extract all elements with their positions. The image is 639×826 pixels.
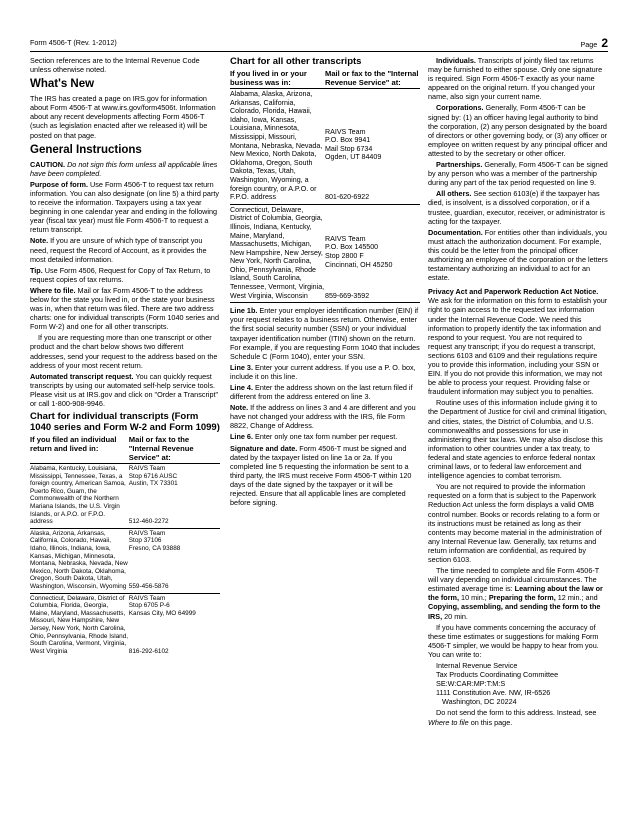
time-estimate-paragraph [428,566,608,621]
other-chart-heading: Chart for all other transcripts [230,56,362,67]
purpose-text: Use Form 4506-T to request tax return information. You can also designate (on line 5) a third party to receive the information. Taxpayers using a tax year beginning in one calendar year and ending in the following year (fiscal tax year) must file Form 4506-T to request a return transcript. [30,179,220,235]
irs-address-block [428,661,608,706]
row-states: Connecticut, Delaware, District of Columbia, Georgia, Illinois, Indiana, Kentucky, Maine, Maryland, Massachusetts, Michigan, New Hampshire, New Jersey, New York, North Carolina, Ohio, Pennsylvania, Rhode Island, South Carolina, Tennessee, Vermont, Virginia, West Virginia, Wisconsin [230,205,325,300]
all-others-text: See section 6103(e) if the taxpayer has died, is insolvent, is a dissolved corporation, or if a trustee, guardian, executor, receiver, or administrator is acting for the taxpayer. [428,189,605,226]
th-left: If you lived in or your business was in: [230,69,307,87]
table-row [30,464,220,529]
signature-label: Signature and date. [230,443,298,453]
comments-text: If you have comments concerning the accuracy of these time estimates or suggestions for making Form 4506-T simpler, we would be happy to hear from you. You can write to: [428,622,599,659]
row-states: Alabama, Alaska, Arizona, Arkansas, California, Colorado, Florida, Hawaii, Idaho, Iowa, Kansas, Louisiana, Minnesota, Mississippi, Missouri, Montana, Nebraska, Nevada, New Mexico, North Dakota, Oklahoma, Oregon, South Dakota, Texas, Utah, Washington, Wyoming, a foreign country, or A.P.O. or F.P.O. address [230,90,323,202]
individuals-label: Individuals. [436,56,476,65]
th-left: If you filed an individual return and lived in: [30,435,117,454]
header-rule [30,51,608,52]
tip-paragraph [30,266,220,284]
address-line: 1111 Constitution Ave. NW, IR-6526 [436,688,551,698]
row-address: RAIVS Team Stop 37106 Fresno, CA 93888 [128,529,181,553]
line6-label: Line 6. [230,432,253,442]
corporations-paragraph [428,103,608,158]
other-chart-header [230,69,420,89]
row-states: Alabama, Kentucky, Louisiana, Mississippi, Tennessee, Texas, a foreign country, American Samoa, Puerto Rico, Guam, the Commonwealth of the Northern Mariana Islands, the U.S. Virgin Islands, or A.P.O. or F.P.O. address [30,465,126,526]
line1b-paragraph [230,306,420,361]
learning-value: 10 min.; [461,593,487,603]
where-text-2: If you are requesting more than one transcript or other product and the chart below shows two different addresses, send your request to the address based on the address of your most recent return. [30,333,218,370]
line3-label: Line 3. [230,362,253,372]
all-others-label: All others. [436,189,472,199]
note2-paragraph [230,403,420,430]
partnerships-paragraph [428,160,608,187]
line6-paragraph [230,432,420,441]
line3-paragraph [230,363,420,381]
column-1 [30,56,220,657]
auto-label: Automated transcript request. [30,371,134,381]
whats-new-heading: What's New [30,78,95,91]
page-num: 2 [601,36,608,50]
address-line: SE:W:CAR:MP:T:M:S [436,679,506,689]
learning-label: Learning about the law or the form, [428,584,603,603]
page-header [30,36,608,50]
do-not-send-end: on this page. [470,717,513,727]
row-states: Connecticut, Delaware, District of Columbia, Florida, Georgia, Maine, Maryland, Massachusetts, Missouri, New Hampshire, New Jersey, New York, North Carolina, Ohio, Pennsylvania, Rhode Island, South Carolina, Vermont, Virginia, West Virginia [30,594,129,655]
table-row [230,89,420,205]
all-others-paragraph [428,189,608,225]
row-fax: 859-669-3592 [325,291,370,300]
where-text: Mail or fax Form 4506-T to the address below for the state you lived in, or the state your business was in, when that return was filed. There are two address charts: one for individual transcripts (Form 1040 series and Form W-2) and one for all other transcripts. [30,285,219,332]
caution-label: CAUTION. [30,159,66,169]
note-label: Note. [30,236,49,246]
page-number [581,36,608,50]
form-id: Form 4506-T (Rev. 1-2012) [30,38,117,47]
privacy-text: We ask for the information on this form to establish your right to gain access to the requested tax information under the Internal Revenue Code. We need this information to properly identify the tax information and respond to your request. You are not required to request any transcript; if you do request a transcript, sections 6103 and 6109 and their regulations require you to provide this information, including your SSN or EIN. If you do not provide this information, we may not be able to process your request. Providing false or fraudulent information may subject you to penalties. [428,296,608,397]
row-states: Alaska, Arizona, Arkansas, California, Colorado, Hawaii, Idaho, Illinois, Indiana, Iowa, Kansas, Michigan, Minnesota, Montana, Nebraska, Nevada, New Mexico, North Dakota, Oklahoma, Oregon, South Dakota, Utah, Washington, Wisconsin, Wyoming [30,529,128,590]
preparing-value: 12 min.; [557,593,584,603]
tip-text: Use Form 4506, Request for Copy of Tax Return, to request copies of tax returns. [30,265,211,284]
th-right: Mail or fax to the "Internal Revenue Service" at: [325,69,419,87]
individuals-text: Transcripts of jointly filed tax returns may be furnished to either spouse. Only one signature is required. Sign Form 4506-T exactly as your name appeared on the original return. If you changed your name, also sign your current name. [428,56,603,102]
th-right: Mail or fax to the "Internal Revenue Service" at: [128,435,194,463]
column-2 [230,56,420,509]
caution-paragraph [30,160,220,178]
where-to-file-paragraph [30,286,220,331]
copying-label: Copying, assembling, and sending the form to the IRS, [428,602,601,621]
individual-chart-header [30,435,220,464]
note-text: If you are unsure of which type of transcript you need, request the Record of Account, as it provides the most detailed information. [30,236,207,264]
individual-chart-heading: Chart for individual transcripts (Form 1040 series and Form W-2 and Form 1099) [30,411,220,434]
note-label: Note. [230,403,249,413]
tip-label: Tip. [30,265,43,275]
row-address: RAIVS Team P.O. Box 9941 Mail Stop 6734 Ogden, UT 84409 [325,127,382,162]
auto-text: You can quickly request transcripts by using our automated self-help service tools. Please visit us at IRS.gov and click on "Order a Transcript" or call 1-800-908-9946. [30,371,219,408]
row-fax: 801-620-6922 [325,193,370,202]
copying-value: 20 min. [444,611,468,621]
address-line: Internal Revenue Service [436,661,518,670]
documentation-label: Documentation. [428,227,483,237]
whats-new-text: The IRS has created a page on IRS.gov for information about Form 4506-T at www.irs.gov/form4506t. Information about any recent developments affecting Form 4506-T (such as legislation enacted after we released it) will be posted on that page. [30,94,216,140]
do-not-send-paragraph [428,708,608,726]
partnerships-label: Partnerships. [436,160,483,170]
automated-paragraph [30,372,220,408]
purpose-paragraph [30,180,220,235]
line4-text: Enter the address shown on the last return filed if different from the address entered on line 3. [230,383,413,402]
corporations-text: Generally, Form 4506-T can be signed by: (1) an officer having legal authority to bind the corporation, (2) any person designated by the board of directors or other governing body, or (3) any officer or employee on written request by any principal officer and attested to by the secretary or other officer. [428,103,608,158]
address-line: Washington, DC 20224 [442,697,517,707]
and-word: and [585,593,598,603]
column-3 [428,56,608,729]
not-required-text: You are not required to provide the information requested on a form that is subject to the Paperwork Reduction Act unless the form displays a valid OMB control number. Books or records relating to a form or its instructions must be retained as long as their contents may become material in the administration of any Internal Revenue law. Generally, tax returns and return information are confidential, as required by section 6103. [428,482,602,564]
time-intro: The time needed to complete and file Form 4506-T will vary depending on individual circumstances. The estimated average time is: [428,566,600,594]
privacy-paragraph [428,287,608,396]
partnerships-text: Generally, Form 4506-T can be signed by any person who was a member of the partnership during any part of the tax period requested on line 9. [428,160,608,188]
privacy-heading: Privacy Act and Paperwork Reduction Act Notice. [428,287,599,297]
table-row [30,594,220,658]
address-line: Tax Products Coordinating Committee [436,670,559,680]
row-address: RAIVS Team Stop 6705 P-6 Kansas City, MO 64999 [128,594,196,617]
line1b-text: Enter your employer identification number (EIN) if your request relates to a business return. Otherwise, enter the first social security number (SSN) or your individual taxpayer identification number (ITIN) shown on the return. For example, if you are requesting Form 1040 that includes Schedule C (Form 1040), enter your SSN. [230,306,420,361]
routine-uses-text: Routine uses of this information include giving it to the Department of Justice for civil and criminal litigation, and cities, states, the District of Columbia, and U.S. commonwealths and possessions for use in administering their tax laws. We may also disclose this information to other countries under a tax treaty, to federal and state agencies to enforce federal nontax criminal laws, or to federal law enforcement and intelligence agencies to combat terrorism. [428,398,607,481]
line6-text: Enter only one tax form number per request. [254,432,398,442]
table-row [30,529,220,594]
documentation-text: For entities other than individuals, you must attach the authorization document. For example, this could be the letter from the principal officer authorizing an employee of the corporation or the letters testamentary authorizing an individual to act for an estate. [428,227,608,283]
line4-paragraph [230,383,420,401]
signature-paragraph [230,444,420,508]
row-fax: 816-292-6102 [128,647,169,655]
signature-text: Form 4506-T must be signed and dated by the taxpayer listed on line 1a or 2a. If you completed line 5 requesting the information be sent to a third party, the IRS must receive Form 4506-T within 120 days of the date signed by the taxpayer or it will be rejected. Ensure that all applicable lines are completed before signing. [230,443,412,508]
line3-text: Enter your current address. If you use a P. O. box, include it on this line. [230,362,416,381]
general-instructions-heading: General Instructions [30,143,142,156]
purpose-label: Purpose of form. [30,179,89,189]
table-row [230,205,420,304]
row-address: RAIVS Team Stop 6716 AUSC Austin, TX 73301 [128,465,178,488]
note-paragraph [30,236,220,263]
do-not-send-text: Do not send the form to this address. Instead, see [436,708,597,718]
preparing-label: Preparing the form, [488,593,556,603]
where-to-file-reference: Where to file [428,717,469,727]
line1b-label: Line 1b. [230,306,258,316]
page-label: Page [580,40,598,49]
where-label: Where to file. [30,285,76,295]
individuals-paragraph [428,56,608,101]
row-fax: 512-460-2272 [128,518,169,526]
row-fax: 559-456-5876 [128,583,169,590]
caution-text: Do not sign this form unless all applicable lines have been completed. [30,159,218,178]
intro-text: Section references are to the Internal Revenue Code unless otherwise noted. [30,56,200,75]
documentation-paragraph [428,228,608,283]
note-text: If the address on lines 3 and 4 are different and you have not changed your address with the IRS, file Form 8822, Change of Address. [230,403,416,431]
line4-label: Line 4. [230,383,253,392]
row-address: RAIVS Team P.O. Box 145500 Stop 2800 F Cincinnati, OH 45250 [325,234,393,269]
corporations-label: Corporations. [436,103,484,113]
